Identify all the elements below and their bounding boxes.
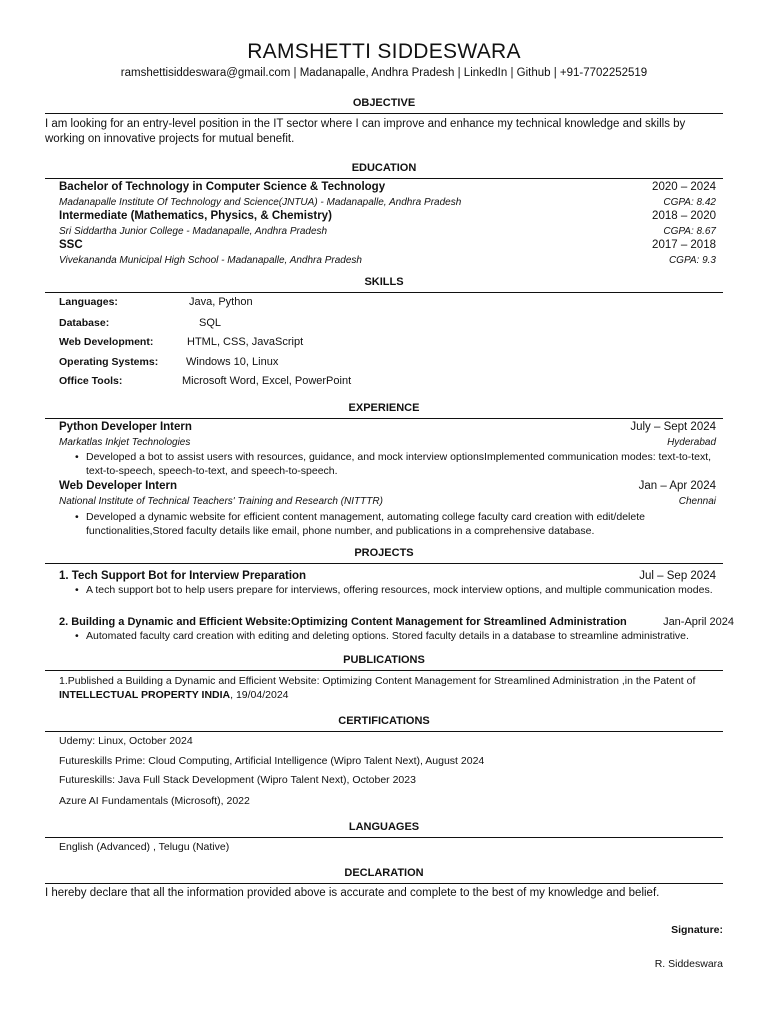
certifications-rule [45,731,723,732]
education-degree: Intermediate (Mathematics, Physics, & Chemistry) [59,210,332,222]
skill-value: SQL [199,317,222,329]
experience-role: Python Developer Intern [59,421,192,433]
education-institute: Madanapalle Institute Of Technology and Science(JNTUA) - Madanapalle, Andhra Pradesh [59,197,462,208]
experience-location: Hyderabad [667,437,716,448]
skill-label: Languages: [59,296,118,308]
skill-value: Windows 10, Linux [186,356,279,368]
publications-heading: PUBLICATIONS [343,654,425,666]
experience-dates: July – Sept 2024 [630,421,716,433]
experience-rule [45,418,723,419]
projects-rule [45,563,723,564]
skills-rule [45,292,723,293]
education-years: 2018 – 2020 [652,210,716,222]
publication-line-2 [59,689,289,701]
signature-name: R. Siddeswara [654,958,723,970]
skill-value: Microsoft Word, Excel, PowerPoint [182,375,352,387]
objective-line-2: working on innovative projects for mutual benefit. [45,133,295,145]
project-bullet: • Automated faculty card creation with editing and deleting options. Stored faculty details in a database to streamline administrative. [86,630,726,644]
skill-value: HTML, CSS, JavaScript [187,336,304,348]
skill-label: Operating Systems: [59,356,159,368]
publication-line-1: 1.Published a Building a Dynamic and Efficient Website: Optimizing Content Management for Streamlined Administration ,in the Patent of [59,675,696,687]
experience-company: Markatlas Inkjet Technologies [59,437,191,448]
objective-heading: OBJECTIVE [352,97,416,109]
certification-item: Udemy: Linux, October 2024 [59,735,193,747]
education-institute: Vivekananda Municipal High School - Madanapalle, Andhra Pradesh [59,255,362,266]
declaration-rule [45,883,723,884]
experience-company: National Institute of Technical Teachers' Training and Research (NITTTR) [59,496,383,507]
skill-value: Java, Python [189,296,253,308]
education-years: 2017 – 2018 [652,239,716,251]
experience-location: Chennai [678,496,716,507]
project-name: 2. Building a Dynamic and Efficient Website:Optimizing Content Management for Streamlined Administration [59,616,627,628]
projects-heading: PROJECTS [354,547,414,559]
skill-label: Office Tools: [59,375,123,387]
project-name: 1. Tech Support Bot for Interview Preparation [59,570,307,582]
contact-line: ramshettisiddeswara@gmail.com | Madanapalle, Andhra Pradesh | LinkedIn | Github | +91-7702252519 [120,67,648,79]
certification-item: Futureskills: Java Full Stack Development (Wipro Talent Next), October 2023 [59,774,416,786]
publications-rule [45,670,723,671]
experience-heading: EXPERIENCE [348,402,420,414]
education-score: CGPA: 9.3 [668,255,716,266]
publication-date: , 19/04/2024 [230,689,289,701]
declaration-text: I hereby declare that all the information provided above is accurate and complete to the best of my knowledge and belief. [45,887,660,899]
skill-label: Database: [59,317,110,329]
certifications-heading: CERTIFICATIONS [338,715,430,727]
objective-rule [45,113,723,114]
languages-rule [45,837,723,838]
candidate-name: RAMSHETTI SIDDESWARA [247,40,521,63]
signature-label: Signature: [671,924,723,936]
experience-bullet: • Developed a dynamic website for efficient content management, automating college faculty card creation with edit/delete functionalities,Stored faculty details like email, phone number, and publications in a comprehensive database. [86,511,698,538]
experience-dates: Jan – Apr 2024 [638,480,716,492]
education-degree: SSC [59,239,83,251]
certification-item: Azure AI Fundamentals (Microsoft), 2022 [59,795,250,807]
skill-label: Web Development: [59,336,154,348]
project-bullet: • A tech support bot to help users prepare for interviews, offering resources, mock interview options, and multiple communication modes. [86,584,726,598]
publication-office: INTELLECTUAL PROPERTY INDIA [59,689,231,701]
skills-heading: SKILLS [364,276,404,288]
objective-line-1: I am looking for an entry-level position in the IT sector where I can improve and enhance my technical knowledge and skills by [45,118,686,130]
experience-role: Web Developer Intern [59,480,178,492]
education-score: CGPA: 8.42 [663,197,716,208]
education-rule [45,178,723,179]
certification-item: Futureskills Prime: Cloud Computing, Artificial Intelligence (Wipro Talent Next), August 2024 [59,755,485,767]
experience-bullet: • Developed a bot to assist users with resources, guidance, and mock interview optionsImplemented communication modes: text-to-text, text-to-speech, speech-to-text, and speech-to-speech. [86,451,720,478]
education-years: 2020 – 2024 [652,181,716,193]
education-heading: EDUCATION [351,162,417,174]
languages-text: English (Advanced) , Telugu (Native) [59,841,230,853]
languages-heading: LANGUAGES [348,821,420,833]
education-institute: Sri Siddartha Junior College - Madanapalle, Andhra Pradesh [59,226,328,237]
project-dates: Jul – Sep 2024 [639,570,716,582]
project-dates: Jan-April 2024 [663,616,734,628]
education-degree: Bachelor of Technology in Computer Science & Technology [59,181,386,193]
education-score: CGPA: 8.67 [663,226,716,237]
declaration-heading: DECLARATION [344,867,424,879]
